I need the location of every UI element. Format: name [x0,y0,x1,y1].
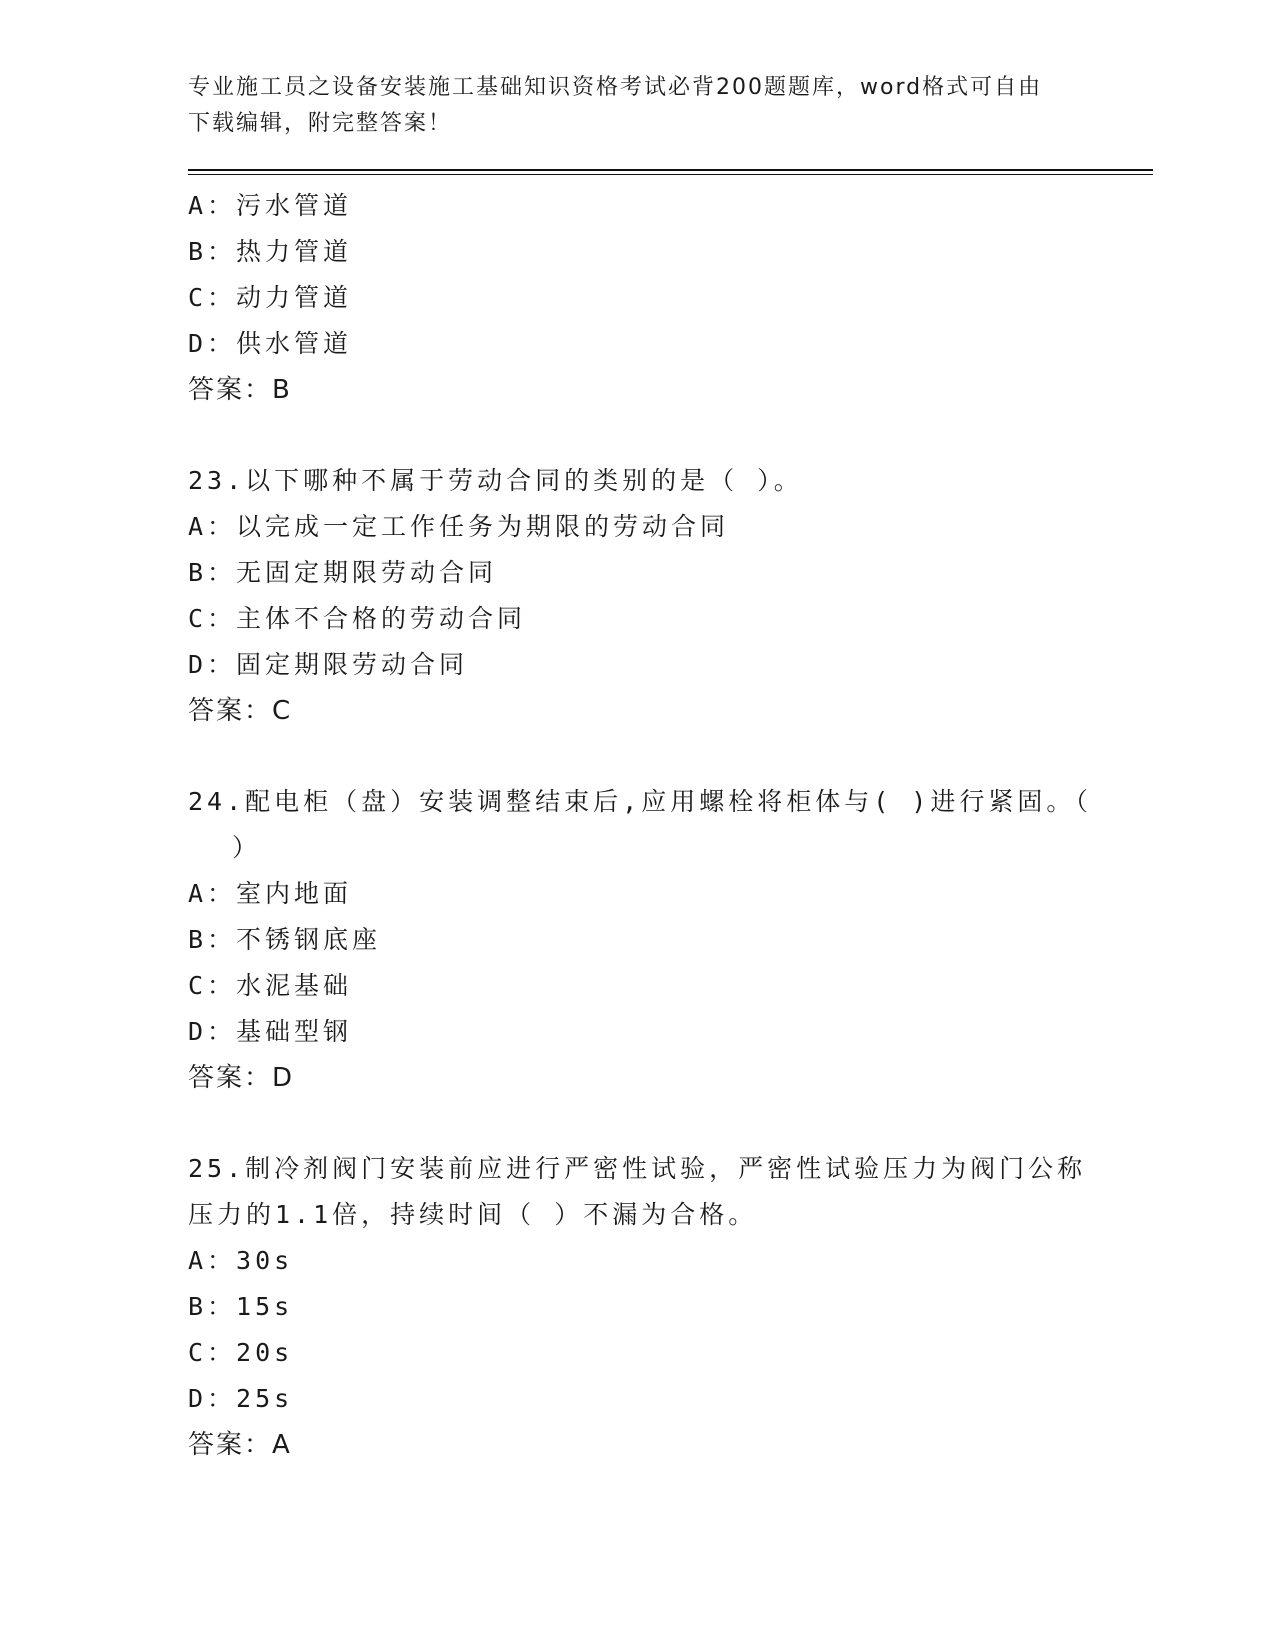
question-25 [188,1146,1153,1468]
document-page [188,70,1153,1468]
question-content [188,183,1153,1468]
option-c: C：主体不合格的劳动合同 [188,604,527,633]
prev-question-block [188,183,1153,413]
header-line-1: 专业施工员之设备安装施工基础知识资格考试必背200题题库，word格式可自由 [188,75,1043,100]
header-line-2: 下载编辑，附完整答案！ [188,111,453,136]
question-stem [188,779,1092,871]
option-d: D：基础型钢 [188,1017,353,1046]
question-stem-line: ） [232,833,262,862]
option-a: A：室内地面 [188,879,353,908]
option-d: D：供水管道 [188,329,353,358]
question-stem-line: 24.配电柜（盘）安装调整结束后,应用螺栓将柜体与( )进行紧固。（ [188,787,1092,816]
option-c: C：水泥基础 [188,971,353,1000]
question-24 [188,779,1153,1101]
question-stem [188,458,1068,504]
question-stem-line: 25.制冷剂阀门安装前应进行严密性试验，严密性试验压力为阀门公称 [188,1154,1087,1183]
option-c: C：动力管道 [188,283,353,312]
answer-line: 答案：C [188,696,293,726]
header-divider [188,169,1153,175]
option-a: A：污水管道 [188,191,353,220]
option-b: B：热力管道 [188,237,353,266]
document-header [188,70,1068,142]
option-a: A：以完成一定工作任务为期限的劳动合同 [188,512,730,541]
option-b: B：无固定期限劳动合同 [188,558,498,587]
divider-thin [188,174,1153,175]
divider-thick [188,169,1153,171]
option-a: A：30s [188,1246,294,1275]
answer-line: 答案：A [188,1430,292,1460]
question-stem [188,1146,1087,1238]
option-b: B：15s [188,1292,294,1321]
question-23 [188,458,1153,734]
question-stem-line: 23.以下哪种不属于劳动合同的类别的是（ ）。 [188,466,803,495]
option-b: B：不锈钢底座 [188,925,382,954]
option-c: C：20s [188,1338,294,1367]
option-d: D：固定期限劳动合同 [188,650,469,679]
answer-line: 答案：D [188,1063,295,1093]
question-stem-line: 压力的1.1倍，持续时间（ ）不漏为合格。 [188,1200,758,1229]
option-d: D：25s [188,1384,294,1413]
answer-line: 答案：B [188,375,292,405]
